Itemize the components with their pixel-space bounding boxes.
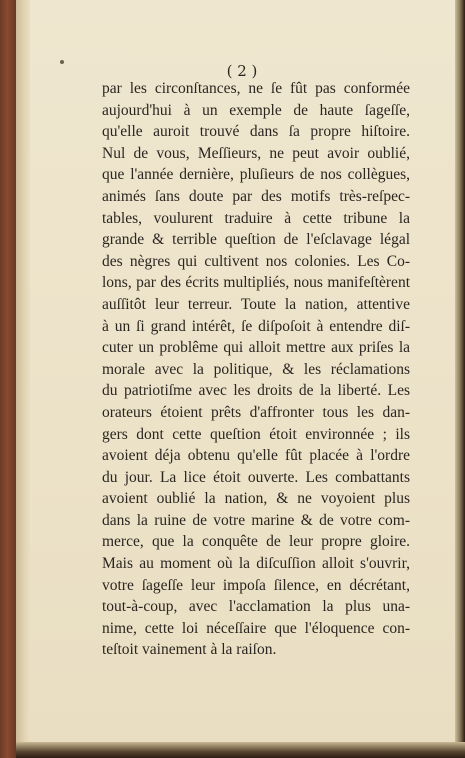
text-line: à un ſi grand intérêt, ſe diſpoſoit à entendre diſ-: [102, 317, 410, 335]
text-line: Mais au moment où la diſcuſſion alloit s'ouvrir,: [102, 555, 410, 573]
text-line: cuter un problême qui alloit mettre aux priſes la: [102, 339, 410, 357]
book-cover-left: [0, 0, 16, 758]
text-line: teſtoit vainement à la raiſon.: [102, 641, 277, 659]
text-line: gers dont cette queſtion étoit environnée ; ils: [102, 425, 410, 443]
page-number: ( 2 ): [226, 62, 258, 80]
text-line: nime, cette loi néceſſaire que l'éloquence con-: [102, 619, 410, 637]
text-line: dans la ruine de votre marine & de votre com-: [102, 511, 410, 529]
page-gutter: [16, 0, 30, 758]
text-line: avoient déja obtenu qu'elle fût placée à l'ordre: [102, 447, 410, 465]
text-line: Nul de vous, Meſſieurs, ne peut avoir oublié,: [102, 144, 410, 162]
page-bottom-edge: [16, 742, 465, 758]
text-line: morale avec la politique, & les réclamations: [102, 360, 410, 378]
text-line: merce, que la conquête de leur propre gloire.: [102, 533, 410, 551]
text-line: du jour. La lice étoit ouverte. Les combattants: [102, 468, 410, 486]
text-line: orateurs étoient prêts d'affronter tous les dan-: [102, 403, 410, 421]
text-line: avoient oublié la nation, & ne voyoient plus: [102, 490, 410, 508]
text-line: par les circonſtances, ne ſe fût pas conformée: [102, 80, 410, 97]
text-line: tables, voulurent traduire à cette tribune la: [102, 209, 410, 227]
text-line: animés ſans doute par des motifs très-reſpec-: [102, 187, 410, 205]
page-right-edge: [455, 0, 465, 758]
text-line: qu'elle auroit trouvé dans ſa propre hiſtoire.: [102, 123, 410, 141]
body-text: [102, 78, 410, 661]
text-line: votre ſageſſe leur impoſa ſilence, en décrétant,: [102, 576, 410, 594]
text-line: que l'année dernière, pluſieurs de nos collègues,: [102, 166, 410, 184]
text-line: aujourd'hui à un exemple de haute ſageſſe,: [102, 101, 410, 119]
text-line: grande & terrible queſtion de l'eſclavage légal: [102, 231, 410, 249]
text-line: lons, par des écrits multipliés, nous manifeſtèrent: [102, 274, 410, 292]
text-line: tout-à-coup, avec l'acclamation la plus una-: [102, 598, 410, 616]
text-line: des nègres qui cultivent nos colonies. Les Co-: [102, 252, 410, 270]
ink-spot: [60, 60, 64, 64]
text-line: du patriotiſme avec les droits de la liberté. Les: [102, 382, 410, 400]
text-line: auſſitôt leur terreur. Toute la nation, attentive: [102, 295, 410, 313]
